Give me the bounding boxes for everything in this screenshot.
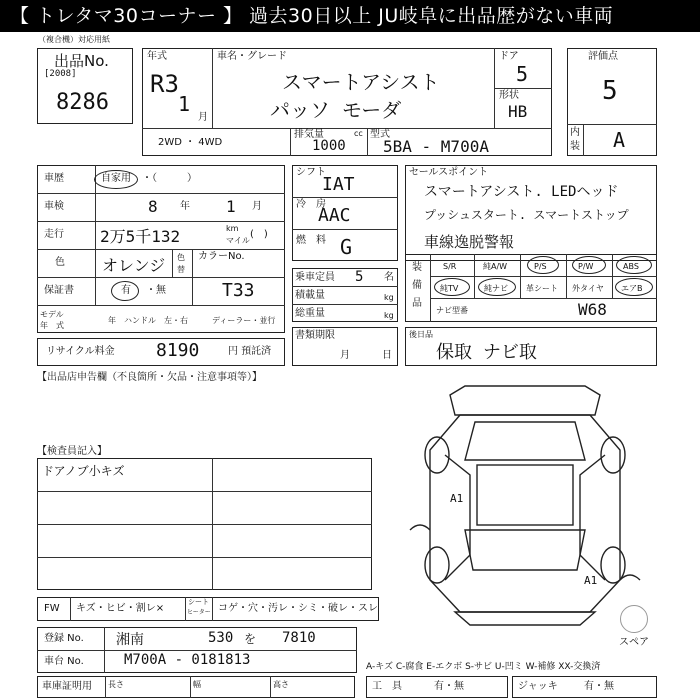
equipment-char-3: 品 <box>412 298 422 309</box>
mileage-paren: ( ) <box>250 229 268 240</box>
load-unit: kg <box>384 293 394 302</box>
garage-cert-label: 車庫証明用 <box>42 681 92 692</box>
seat-heater-bottom: ヒーター <box>187 609 211 616</box>
seller-notes-label: 【出品店申告欄（不良箇所・欠品・注意事項等）】 <box>37 372 262 383</box>
spare-tire-icon <box>620 605 648 633</box>
fuel-label: 燃 料 <box>296 235 326 246</box>
height-label: 高さ <box>273 680 289 689</box>
expiry-month-unit: 月 <box>340 350 350 361</box>
month-value: 1 <box>178 92 191 116</box>
history-dots: ・（ ） <box>142 173 197 184</box>
equip-pw: P/W <box>578 262 594 271</box>
displacement-label: 排気量 <box>294 129 324 140</box>
gross-label: 総重量 <box>295 308 325 319</box>
chassis-label: 車台 No. <box>44 656 84 667</box>
mile-label: マイル <box>226 236 250 245</box>
interior-label-top: 内 <box>570 127 580 138</box>
lot-label: 出品No. <box>54 52 109 70</box>
width-label: 幅 <box>193 680 201 689</box>
recycle-value: 8190 <box>156 340 200 361</box>
name-grade-label: 車名・グレード <box>217 51 287 62</box>
month-unit: 月 <box>198 112 208 123</box>
load-label: 積載量 <box>295 290 325 301</box>
recycle-unit: 円 預託済 <box>228 346 272 357</box>
seat-heater-top: シート <box>188 598 209 606</box>
gross-unit: kg <box>384 311 394 320</box>
year-tag: [2008] <box>44 69 77 79</box>
sub-note: （複合機）対応用紙 <box>38 35 110 44</box>
spare-label: スペア <box>619 637 649 648</box>
inspector-note: ドアノブ小キズ <box>42 464 125 478</box>
year-value: R3 <box>150 70 179 98</box>
cooler-label: 冷 房 <box>296 199 326 210</box>
jack-label: ジャッキ <box>518 681 558 692</box>
navi-label: ナビ型番 <box>436 306 468 315</box>
displacement-unit: cc <box>354 129 363 138</box>
equip-ps: P/S <box>534 262 547 271</box>
length-label: 長さ <box>108 680 124 689</box>
rear-window-outline <box>465 530 585 570</box>
car-name: スマートアシスト <box>282 70 440 94</box>
left-mirror-mark <box>410 525 430 530</box>
front-bumper-outline <box>450 386 600 415</box>
shape-value: HB <box>508 102 528 121</box>
interior-value: A <box>613 128 626 152</box>
warranty-yes: 有 <box>121 285 131 296</box>
equip-aw: 純A/W <box>483 262 508 271</box>
equip-tv: 純TV <box>440 284 459 293</box>
displacement-value: 1000 <box>312 138 346 154</box>
lot-number: 8286 <box>56 90 109 115</box>
color-label: 色 <box>55 257 65 268</box>
mileage-label: 走行 <box>44 229 64 240</box>
color-no: T33 <box>222 280 255 301</box>
equipment-char-1: 装 <box>412 262 422 273</box>
equip-navi: 純ナビ <box>484 284 508 293</box>
shift-label: シフト <box>296 167 326 178</box>
banner: 【 トレタマ30コーナー 】 過去30日以上 JU岐阜に出品歴がない車両 <box>0 0 700 32</box>
history-value: 自家用 <box>101 173 131 184</box>
model-value: 5BA - M700A <box>383 137 489 156</box>
damage-legend: A-キズ C-腐食 E-エクボ S-サビ U-凹ミ W-補修 XX-交換済 <box>366 662 601 672</box>
equipment-char-2: 備 <box>412 280 422 291</box>
recycle-label: リサイクル料金 <box>46 346 115 357</box>
tools-value: 有・無 <box>434 681 464 692</box>
shape-label: 形状 <box>499 90 519 101</box>
post-delivery-label: 後日品 <box>409 330 433 339</box>
year-label: 年式 <box>147 51 167 62</box>
interior-label-bottom: 装 <box>570 141 580 152</box>
capacity-value: 5 <box>355 269 364 285</box>
dealer: ディーラー・並行 <box>212 316 276 325</box>
repaint-bottom: 替 <box>177 265 185 274</box>
mileage-value: 2万5千132 <box>100 227 181 246</box>
registration-class: 530 <box>208 630 234 646</box>
equip-tires: 外タイヤ <box>572 284 604 293</box>
inspection-label: 車検 <box>44 201 64 212</box>
diagram-mark-2: A1 <box>584 574 598 587</box>
capacity-label: 乗車定員 <box>295 272 335 283</box>
cooler-value: AAC <box>318 205 351 226</box>
model-label: 型式 <box>370 129 390 140</box>
shift-value: IAT <box>322 174 355 195</box>
doors-value: 5 <box>516 62 529 86</box>
km-label: km <box>226 224 239 233</box>
grade: パッソ モーダ <box>270 98 402 122</box>
registration-area: 湘南 <box>116 632 144 648</box>
doors-label: ドア <box>499 51 519 62</box>
color-no-label: カラーNo. <box>198 251 245 262</box>
seat-items: コゲ・穴・汚レ・シミ・破レ・スレ <box>218 603 378 614</box>
equip-leather: 革シート <box>526 284 558 293</box>
repaint-top: 色 <box>177 253 185 262</box>
expiry-label: 書類期限 <box>295 330 335 341</box>
warranty-no: ・無 <box>146 285 166 296</box>
windshield-outline <box>465 422 585 460</box>
rear-left-wheel <box>425 547 449 583</box>
drive-label: 2WD ・ 4WD <box>158 137 223 148</box>
score-value: 5 <box>602 76 618 106</box>
equip-airbag: エアB <box>621 284 643 293</box>
inspection-month-unit: 月 <box>252 201 262 212</box>
jack-value: 有・無 <box>584 681 614 692</box>
inspector-label: 【検査員記入】 <box>37 446 107 457</box>
diagram-mark-1: A1 <box>450 492 464 505</box>
sales-point-label: セールスポイント <box>409 167 489 178</box>
post-delivery-value: 保取 ナビ取 <box>436 342 537 363</box>
inspection-year-unit: 年 <box>180 201 190 212</box>
inspection-year: 8 <box>148 197 158 216</box>
color-value: オレンジ <box>102 256 166 275</box>
fw-label: FW <box>44 603 60 614</box>
tools-label: 工 具 <box>372 681 402 692</box>
fw-damage: キズ・ヒビ・割レ× <box>76 603 165 614</box>
equip-sr: S/R <box>443 262 457 271</box>
rear-right-wheel <box>601 547 625 583</box>
registration-kana: を <box>244 632 257 646</box>
registration-label: 登録 No. <box>44 633 84 644</box>
rear-bumper-outline <box>455 612 595 625</box>
equip-abs: ABS <box>623 262 639 271</box>
capacity-unit: 名 <box>384 272 394 283</box>
sales-point-line3: 車線逸脱警報 <box>424 233 515 251</box>
model-year-unit: 年 <box>108 316 116 325</box>
chassis-value: M700A - 0181813 <box>124 652 251 668</box>
history-label: 車歴 <box>44 173 64 184</box>
roof-outline <box>477 465 573 525</box>
inspection-month: 1 <box>226 197 236 216</box>
fuel-value: G <box>340 235 353 259</box>
registration-number: 7810 <box>282 630 316 646</box>
warranty-label: 保証書 <box>44 285 74 296</box>
handle: ハンドル 左・右 <box>124 316 188 325</box>
score-label: 評価点 <box>588 51 618 62</box>
expiry-day-unit: 日 <box>382 350 392 361</box>
navi-value: W68 <box>578 300 607 319</box>
sales-point-line2: プッシュスタート. スマートストップ <box>424 208 629 222</box>
sales-point-line1: スマートアシスト. LEDヘッド <box>424 184 619 200</box>
car-diagram <box>405 380 645 630</box>
model-year-top: モデル <box>40 310 64 319</box>
model-year-bottom: 年 式 <box>40 321 64 330</box>
